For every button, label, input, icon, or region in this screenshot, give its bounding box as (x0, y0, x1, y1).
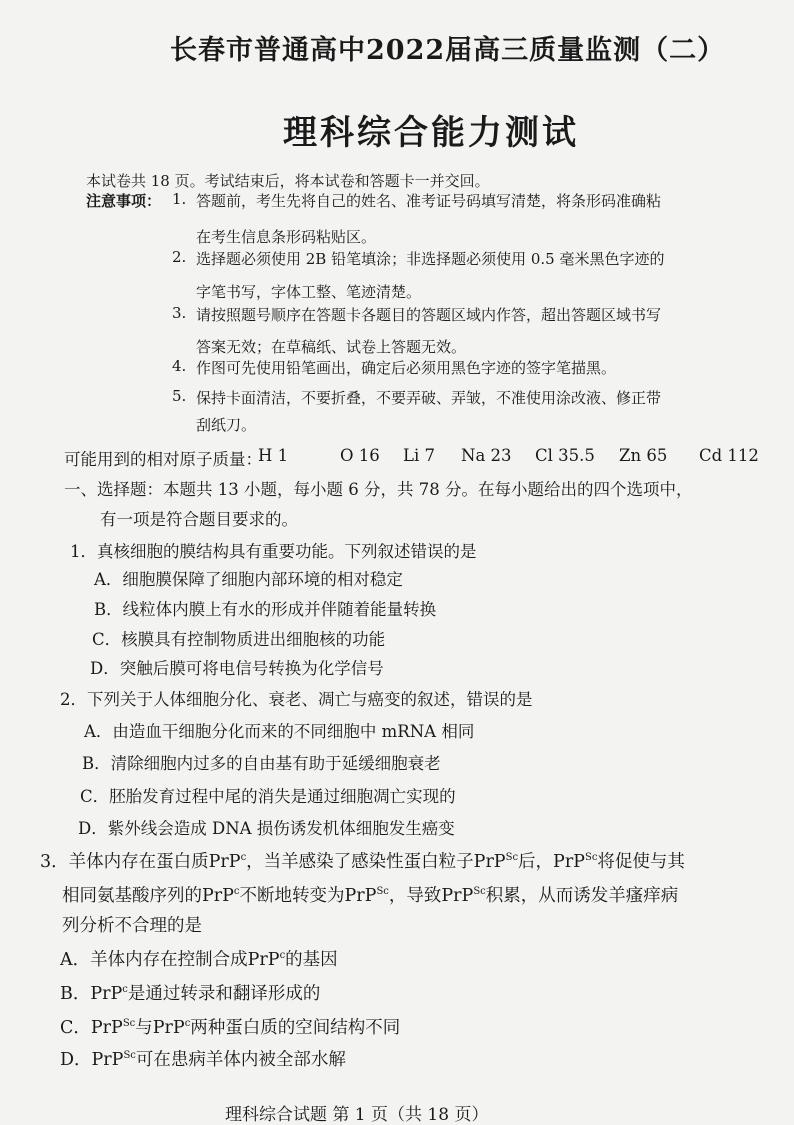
q3-d1: D．PrP (60, 1050, 124, 1070)
note-4-line1: 作图可先使用铅笔画出，确定后必须用黑色字迹的签字笔描黑。 (196, 359, 617, 377)
exam-title-line1: 长春市普通高中2022届高三质量监测（二） (170, 35, 726, 66)
q3-stem-line3: 列分析不合理的是 (62, 916, 202, 936)
q3-option-a (60, 946, 338, 971)
q3-l2d: 积累，从而诱发羊瘙痒病 (485, 886, 679, 906)
exam-title-line2: 理科综合能力测试 (283, 113, 579, 153)
q3-s1-sup: c (240, 852, 247, 864)
atomic-mass-na: Na 23 (461, 446, 512, 465)
note-1-num: 1. (172, 190, 187, 208)
q3-c2: 与PrP (135, 1018, 185, 1038)
atomic-mass-li: Li 7 (403, 446, 435, 465)
q3-s2: ，当羊感染了感染性蛋白粒子PrP (246, 852, 506, 872)
note-3-line1: 请按照题号顺序在答题卡各题目的答题区域内作答，超出答题区域书写 (196, 306, 662, 324)
note-1-line2: 在考生信息条形码粘贴区。 (196, 228, 377, 246)
atomic-mass-cl: Cl 35.5 (535, 446, 595, 465)
atomic-mass-label: 可能用到的相对原子质量： (64, 450, 262, 469)
q3-option-b (60, 980, 320, 1005)
note-1-line1: 答题前，考生先将自己的姓名、准考证号码填写清楚，将条形码准确粘 (196, 192, 662, 210)
note-2-line2: 字笔书写，字体工整、笔迹清楚。 (196, 283, 422, 301)
q3-a2: 的基因 (285, 950, 338, 970)
q3-c1: C．PrP (60, 1018, 123, 1038)
note-5-line2: 刮纸刀。 (196, 416, 257, 434)
note-5-line1: 保持卡面清洁，不要折叠，不要弄破、弄皱，不准使用涂改液、修正带 (196, 389, 662, 407)
q3-b2: 是通过转录和翻译形成的 (127, 984, 321, 1004)
q1-stem: 1．真核细胞的膜结构具有重要功能。下列叙述错误的是 (70, 542, 477, 561)
q2-option-b: B．清除细胞内过多的自由基有助于延缓细胞衰老 (82, 754, 441, 773)
intro-text: 本试卷共 18 页。考试结束后，将本试卷和答题卡一并交回。 (86, 172, 490, 190)
q2-option-c: C．胚胎发育过程中尾的消失是通过细胞凋亡实现的 (80, 787, 456, 806)
note-3-num: 3. (172, 304, 187, 322)
page-footer: 理科综合试题 第 1 页（共 18 页） (225, 1105, 489, 1125)
q2-option-d: D．紫外线会造成 DNA 损伤诱发机体细胞发生癌变 (78, 819, 455, 838)
note-4-num: 4. (172, 357, 187, 375)
q3-d2: 可在患病羊体内被全部水解 (135, 1050, 346, 1070)
atomic-mass-o: O 16 (340, 446, 380, 465)
q3-s3: 后，PrP (518, 852, 585, 872)
section-heading-line2: 有一项是符合题目要求的。 (100, 510, 298, 529)
notes-label: 注意事项： (86, 192, 162, 210)
q1-option-a: A．细胞膜保障了细胞内部环境的相对稳定 (94, 570, 403, 589)
atomic-mass-zn: Zn 65 (619, 446, 668, 465)
q3-c3: 两种蛋白质的空间结构不同 (190, 1018, 401, 1038)
q1-option-b: B．线粒体内膜上有水的形成并伴随着能量转换 (94, 600, 437, 619)
q3-stem-line2 (62, 882, 678, 907)
q3-option-d (60, 1046, 346, 1071)
q3-s4: 将促使与其 (597, 852, 685, 872)
q1-option-c: C．核膜具有控制物质进出细胞核的功能 (92, 630, 386, 649)
q3-l2c-sup: Sc (473, 886, 486, 898)
q3-l2b: 不断地转变为PrP (239, 886, 377, 906)
q3-stem-line1 (40, 848, 685, 873)
q3-s1: 3．羊体内存在蛋白质PrP (40, 852, 241, 872)
q3-l2a-sup: c (233, 886, 240, 898)
q3-c-sup2: c (184, 1018, 191, 1030)
q2-stem: 2．下列关于人体细胞分化、衰老、凋亡与癌变的叙述，错误的是 (60, 690, 533, 709)
q3-d-sup: Sc (123, 1050, 136, 1062)
note-3-line2: 答案无效；在草稿纸、试卷上答题无效。 (196, 338, 467, 356)
atomic-mass-cd: Cd 112 (699, 446, 759, 465)
q3-s2-sup: Sc (505, 852, 519, 864)
atomic-mass-h: H 1 (258, 446, 289, 465)
q2-option-a: A．由造血干细胞分化而来的不同细胞中 mRNA 相同 (84, 722, 475, 741)
q3-l2c: ，导致PrP (388, 886, 474, 906)
q3-c-sup1: Sc (122, 1018, 136, 1030)
section-heading-line1: 一、选择题：本题共 13 小题，每小题 6 分，共 78 分。在每小题给出的四个选项中， (64, 480, 693, 499)
q3-b-sup: c (122, 984, 128, 996)
note-2-num: 2. (172, 248, 187, 266)
q3-l2b-sup: Sc (376, 886, 389, 898)
q3-a1: A．羊体内存在控制合成PrP (60, 950, 280, 970)
note-2-line1: 选择题必须使用 2B 铅笔填涂；非选择题必须使用 0.5 毫米黑色字迹的 (196, 250, 665, 268)
q3-l2a: 相同氨基酸序列的PrP (62, 886, 234, 906)
note-5-num: 5. (172, 387, 187, 405)
q3-s3-sup: Sc (584, 852, 598, 864)
q3-a-sup: c (279, 950, 286, 962)
q1-option-d: D．突触后膜可将电信号转换为化学信号 (90, 659, 384, 678)
q3-option-c (60, 1014, 400, 1039)
q3-b1: B．PrP (60, 984, 123, 1004)
